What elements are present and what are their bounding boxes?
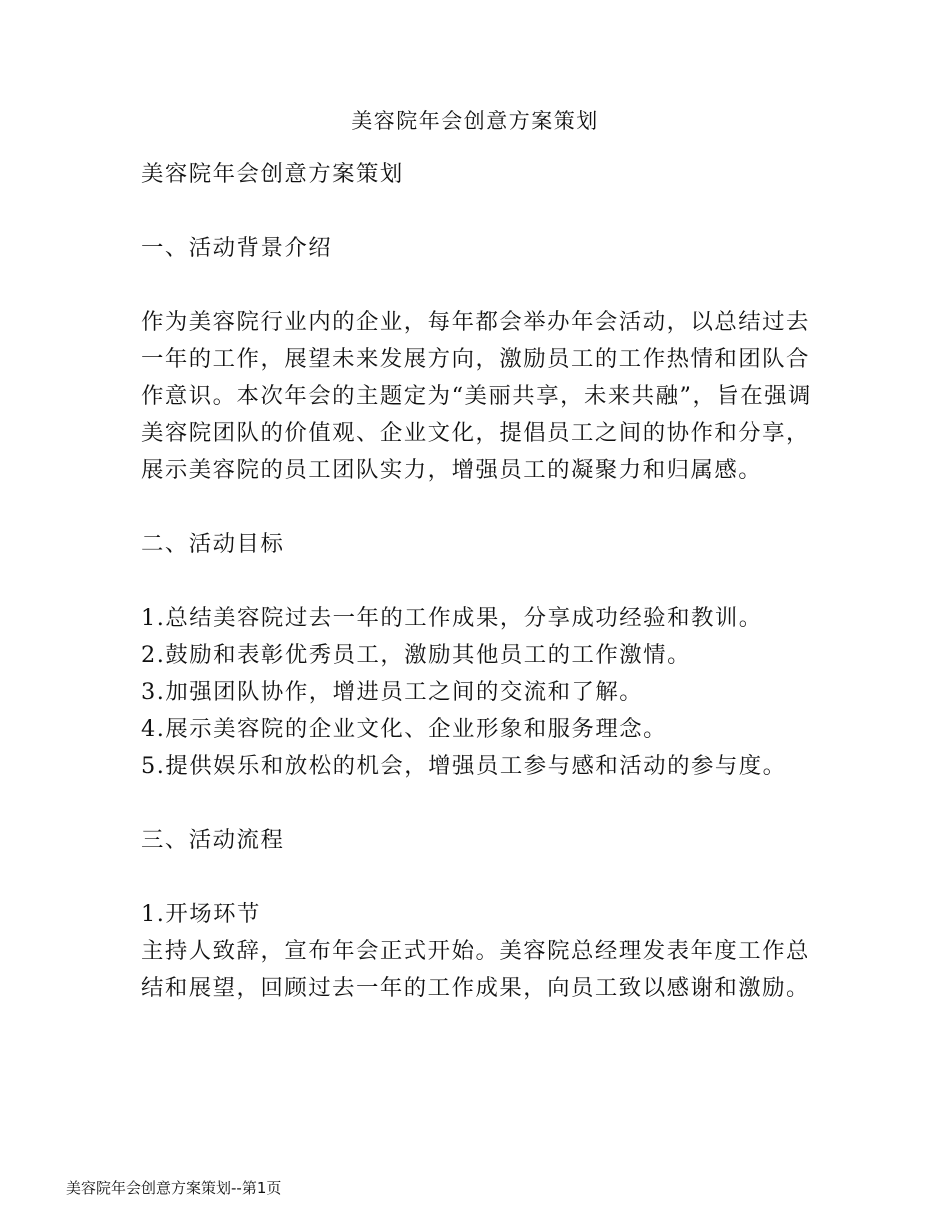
section-heading-background: 一、活动背景介绍 [141, 235, 333, 261]
section-heading-process: 三、活动流程 [141, 827, 285, 853]
paragraph-background: 作为美容院行业内的企业，每年都会举办年会活动，以总结过去一年的工作，展望未来发展方向，激励员工的工作热情和团队合作意识。本次年会的主题定为“美丽共享，未来共融”，旨在强调美容院团队的价值观、企业文化，提倡员工之间的协作和分享，展示美容院的员工团队实力，增强员工的凝聚力和归属感。 [141, 309, 812, 483]
document-body [141, 156, 813, 1007]
spacer [141, 489, 813, 526]
goal-item: 4.展示美容院的企业文化、企业形象和服务理念。 [141, 716, 668, 742]
goal-item: 2.鼓励和表彰优秀员工，激励其他员工的工作激情。 [141, 642, 691, 668]
spacer [141, 859, 813, 896]
spacer [141, 267, 813, 304]
spacer [141, 563, 813, 600]
goal-item: 1.总结美容院过去一年的工作成果，分享成功经验和教训。 [141, 605, 763, 631]
spacer [141, 193, 813, 230]
section-heading-goals: 二、活动目标 [141, 531, 285, 557]
spacer [141, 785, 813, 822]
subsection-heading-opening: 1.开场环节 [141, 901, 261, 927]
page-footer: 美容院年会创意方案策划--第1页 [66, 1179, 282, 1197]
document-title: 美容院年会创意方案策划 [351, 109, 599, 133]
goal-item: 3.加强团队协作，增进员工之间的交流和了解。 [141, 679, 644, 705]
document-subtitle: 美容院年会创意方案策划 [141, 161, 404, 187]
goal-item: 5.提供娱乐和放松的机会，增强员工参与感和活动的参与度。 [141, 753, 787, 779]
paragraph-opening: 主持人致辞，宣布年会正式开始。美容院总经理发表年度工作总结和展望，回顾过去一年的工作成果，向员工致以感谢和激励。 [141, 938, 810, 1001]
